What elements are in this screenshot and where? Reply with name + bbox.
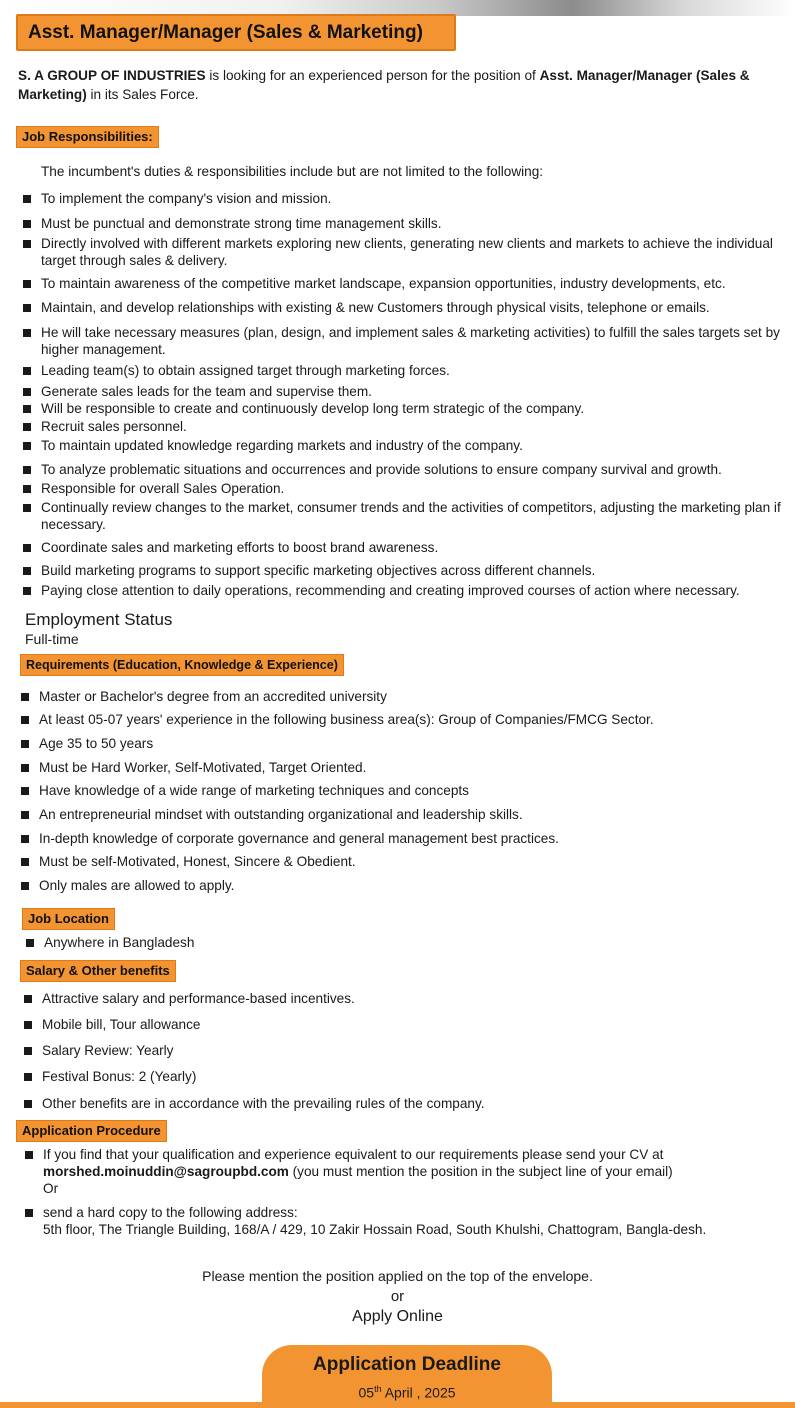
list-item: At least 05-07 years' experience in the following business area(s): Group of Companies/FMCG Sector. — [39, 711, 789, 728]
list-item: Master or Bachelor's degree from an accredited university — [39, 688, 789, 705]
deadline-day: 05 — [358, 1384, 375, 1401]
intro-paragraph — [18, 66, 793, 104]
list-item: Leading team(s) to obtain assigned target through marketing forces. — [41, 362, 789, 379]
requirements-heading: Requirements (Education, Knowledge & Experience) — [20, 654, 344, 676]
bottom-accent-bar — [0, 1402, 795, 1408]
procedure-hardcopy-text: send a hard copy to the following address: — [43, 1205, 298, 1220]
list-item: Festival Bonus: 2 (Yearly) — [42, 1068, 787, 1085]
deadline-date — [262, 1380, 552, 1402]
list-item-address — [43, 1204, 788, 1238]
company-name: S. A GROUP OF INDUSTRIES — [18, 68, 206, 83]
contact-email[interactable]: morshed.moinuddin@sagroupbd.com — [43, 1164, 289, 1179]
list-item: Only males are allowed to apply. — [39, 877, 789, 894]
list-item: Age 35 to 50 years — [39, 735, 789, 752]
list-item: Directly involved with different markets exploring new clients, generating new clients and markets to achieve the individual target through sales & delivery. — [41, 235, 789, 269]
list-item: Other benefits are in accordance with the prevailing rules of the company. — [42, 1095, 787, 1112]
employment-status-value: Full-time — [25, 631, 79, 647]
list-item: To implement the company's vision and mission. — [41, 190, 789, 207]
envelope-note: Please mention the position applied on the top of the envelope. — [202, 1268, 593, 1284]
list-item: Responsible for overall Sales Operation. — [41, 480, 789, 497]
apply-online-link[interactable]: Apply Online — [352, 1308, 443, 1325]
deadline-badge — [262, 1345, 552, 1408]
intro-text-1: is looking for an experienced person for the position of — [205, 68, 540, 83]
list-item: Paying close attention to daily operations, recommending and creating improved courses of action where necessary. — [41, 582, 789, 599]
list-item: Will be responsible to create and continuously develop long term strategic of the company. — [41, 400, 789, 417]
list-item: Must be self-Motivated, Honest, Sincere & Obedient. — [39, 853, 789, 870]
list-item: To maintain updated knowledge regarding markets and industry of the company. — [41, 437, 789, 454]
deadline-rest: April , 2025 — [381, 1384, 456, 1401]
responsibilities-heading: Job Responsibilities: — [16, 126, 159, 148]
salary-heading: Salary & Other benefits — [20, 960, 176, 982]
list-item: Coordinate sales and marketing efforts to boost brand awareness. — [41, 539, 789, 556]
responsibilities-lead: The incumbent's duties & responsibilities include but are not limited to the following: — [41, 164, 544, 179]
list-item: Must be Hard Worker, Self-Motivated, Target Oriented. — [39, 759, 789, 776]
intro-position: Asst. Manager/Manager (Sales & Marketing) — [18, 68, 750, 102]
list-item: Mobile bill, Tour allowance — [42, 1016, 787, 1033]
list-item: Generate sales leads for the team and supervise them. — [41, 383, 789, 400]
mailing-address: 5th floor, The Triangle Building, 168/A / 429, 10 Zakir Hossain Road, South Khulshi, Chattogram, Bangla-desh. — [43, 1222, 707, 1237]
location-heading: Job Location — [22, 908, 115, 930]
list-item: Attractive salary and performance-based incentives. — [42, 990, 787, 1007]
list-item-email — [43, 1146, 788, 1197]
deadline-suffix: th — [374, 1384, 382, 1394]
list-item: In-depth knowledge of corporate governance and general management best practices. — [39, 830, 789, 847]
procedure-or: Or — [43, 1181, 59, 1196]
procedure-email-text: If you find that your qualification and experience equivalent to our requirements please send your CV at — [43, 1147, 664, 1162]
list-item: Salary Review: Yearly — [42, 1042, 787, 1059]
list-item: To maintain awareness of the competitive market landscape, expansion opportunities, industry developments, etc. — [41, 275, 789, 292]
job-title: Asst. Manager/Manager (Sales & Marketing) — [16, 14, 456, 51]
list-item: To analyze problematic situations and occurrences and provide solutions to ensure company survival and growth. — [41, 461, 789, 478]
procedure-email-tail: (you must mention the position in the subject line of your email) — [288, 1164, 673, 1179]
deadline-heading: Application Deadline — [313, 1354, 501, 1375]
list-item: Must be punctual and demonstrate strong time management skills. — [41, 215, 789, 232]
or-separator: or — [390, 1288, 405, 1305]
list-item: Maintain, and develop relationships with existing & new Customers through physical visits, telephone or emails. — [41, 299, 789, 316]
list-item: Continually review changes to the market, consumer trends and the activities of competitors, adjusting the marketing plan if necessary. — [41, 499, 789, 533]
list-item: Anywhere in Bangladesh — [44, 934, 784, 951]
list-item: He will take necessary measures (plan, design, and implement sales & marketing activities) to fulfill the sales targets set by higher management. — [41, 324, 789, 358]
list-item: An entrepreneurial mindset with outstanding organizational and leadership skills. — [39, 806, 789, 823]
list-item: Build marketing programs to support specific marketing objectives across different channels. — [41, 562, 789, 579]
list-item: Have knowledge of a wide range of marketing techniques and concepts — [39, 782, 789, 799]
list-item: Recruit sales personnel. — [41, 418, 789, 435]
procedure-heading: Application Procedure — [16, 1120, 167, 1142]
employment-status-heading: Employment Status — [25, 610, 173, 629]
intro-text-2: in its Sales Force. — [86, 87, 199, 102]
